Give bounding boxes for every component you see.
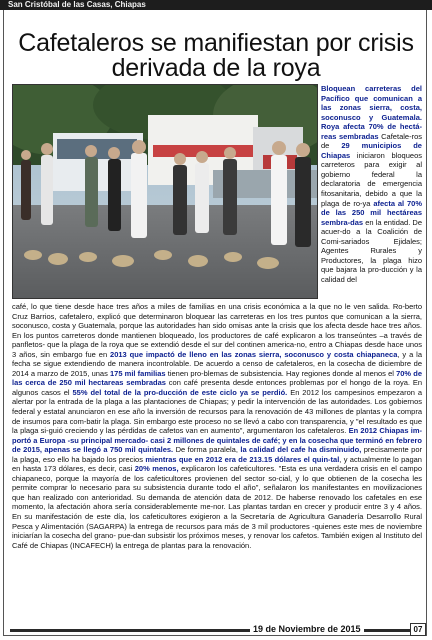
body-text: En 2012 los campesinos empezaron a alertar por la entrada de la plaga a las plantaciones de Chiapas; y pedir la intervención de las autoridades. Los gobiernos federal y estatal anunciaron en ese año la inversión de recursos para la renovación de 43 millones de plantas y la compra de insumos para com-batir la plaga. Sin embargo este proceso no se llevó a cabo con transparencia, y "el resultado es que la plaga si-guió creciendo y las pérdidas de cafetos van en aumento", argumentaron los cafetaleros.: [12, 387, 423, 436]
body-highlight: 55% del total de la pro-ducción de este ciclo ya se perdió.: [72, 387, 288, 397]
side-highlight: Bloquean carreteras del Pacífico que comunican a las zonas sierra, costa, soconusco y Guatemala. Roya afecta 70% de hectá-reas sembradas: [321, 84, 422, 141]
side-text: iniciaron bloqueos carreteros para exigir al gobierno federal la declaratoria de emergencia fitosanitaria, debido a que la plaga de ro-ya: [321, 150, 422, 208]
body-paragraph: [12, 302, 422, 550]
side-paragraph: [321, 84, 422, 284]
body-highlight: 2013 que impactó de lleno en las zonas sierra, soconusco y costa chiapaneca: [110, 349, 398, 359]
body-highlight: mientras que en 2012 era de 213.15 dólares el quin-tal: [145, 454, 340, 464]
header-location: San Cristóbal de las Casas, Chiapas: [8, 0, 146, 9]
side-text: en la entidad. De acuer-do a la Coalición de Comi-sariados Ejidales; Agentes Rurales y Productores, la plaga hizo que bajara la pro-ducción y la calidad del: [321, 217, 422, 284]
body-text: De forma paralela,: [173, 445, 241, 455]
body-text: tienen pro-blemas de subsistencia. Hay regiones donde al menos el: [165, 368, 397, 378]
side-highlight: 29 municipios de Chiapas: [321, 141, 422, 160]
roadblock-photo-illustration: [13, 85, 318, 299]
side-highlight: afecta al 70% de las 250 mil hectáreas sembra-das: [321, 198, 422, 227]
body-text: , y actualmente lo pagan en hasta 173 dólares, es decir, casi: [12, 454, 422, 474]
article-body: [12, 302, 422, 550]
roadblock-photo: [12, 84, 318, 299]
body-text: con café presenta desde entonces problemas por el hongo de la roya. En algunos casos el: [12, 378, 422, 397]
side-column-text: [321, 84, 422, 284]
body-highlight: En 2012 Chiapas im-portó a Europa -su principal mercado- casi 2 millones de quintales de café; y en la cosecha que terminó en febrero de 2015, apenas se llegó a 750 mil quintales.: [12, 426, 422, 455]
body-highlight: 70% de las cerca de 250 mil hectareas sembradas: [12, 368, 422, 388]
body-text: café, lo que tiene desde hace tres años a miles de familias en una crisis económica a la que no le ven salida. Ro-berto Cruz Barrios, cafetalero, explicó que determinaron bloquear las carreteras en los tres puntos que comunican a la sierra, soconusco, costa y Guatemala, porque las autoridades han sido omisas ante la crisis que los afecta desde hace tres años. En los puntos carreteros donde mantienen bloqueado, los productores de café explicaron a los transeúntes –a través de panfletos- que la plaga de la roya que se extendió desde el sur del continen america-no, entro a Chiapas desde hace unos 3 años, sin embargo fue en: [12, 302, 422, 359]
header-bar: [0, 0, 432, 10]
body-highlight: 20% menos,: [134, 464, 179, 474]
headline: Cafetaleros se manifiestan por crisis derivada de la roya: [18, 28, 414, 82]
body-text: explicaron los cafeticultores. "Esta es una verdadera crisis en el campo chiapaneco, porque la mayoría de los cafeticultores provienen del sector so-cial, y lo que obtienen de la cosecha les permite comprar lo necesario para su subsistencia durante todo el año", señalaron los manifestantes en movilizaciones que han realizado con anterioridad. Su demanda de atención data de 2012. De haberse renovado los cafetales en ese momento, la afectación ahora sería considerablemente me-nor. Las plantas tardan en crecer y producir entre 3 y 4 años. En su manifestación de este día, los cafeticultores exigieron a la Secretaría de Agricultura Ganadería Desarrollo Rural Pesca y Alimentación (SAGARPA) la entrega de recursos para más de 3 mil productores -quienes este mes de noviembre iniciarían la cosecha del grano- pue-dan subsistir los próximos meses, y renovar los cafetos. También exigen al Instituto del Café de Chiapas (INCAFECH) la entrega de plantas para la renovación.: [12, 464, 422, 550]
body-text: , y a la fecha se sigue extendiendo de manera incontrolable. De acuerdo a censo de cafetaleros, en la cosecha de diciembre de 2014 a marzo de 2015, unas: [12, 349, 422, 378]
body-text: precisamente por la plaga, eso ello ha bajado los precios: [12, 445, 422, 464]
page-number: 07: [410, 623, 426, 636]
body-highlight: 175 mil familias: [110, 368, 166, 378]
body-highlight: la calidad del cafe ha disminuido,: [240, 445, 362, 455]
issue-date: 19 de Noviembre de 2015: [250, 624, 364, 635]
side-text: Cafetale-ros de: [321, 131, 422, 151]
